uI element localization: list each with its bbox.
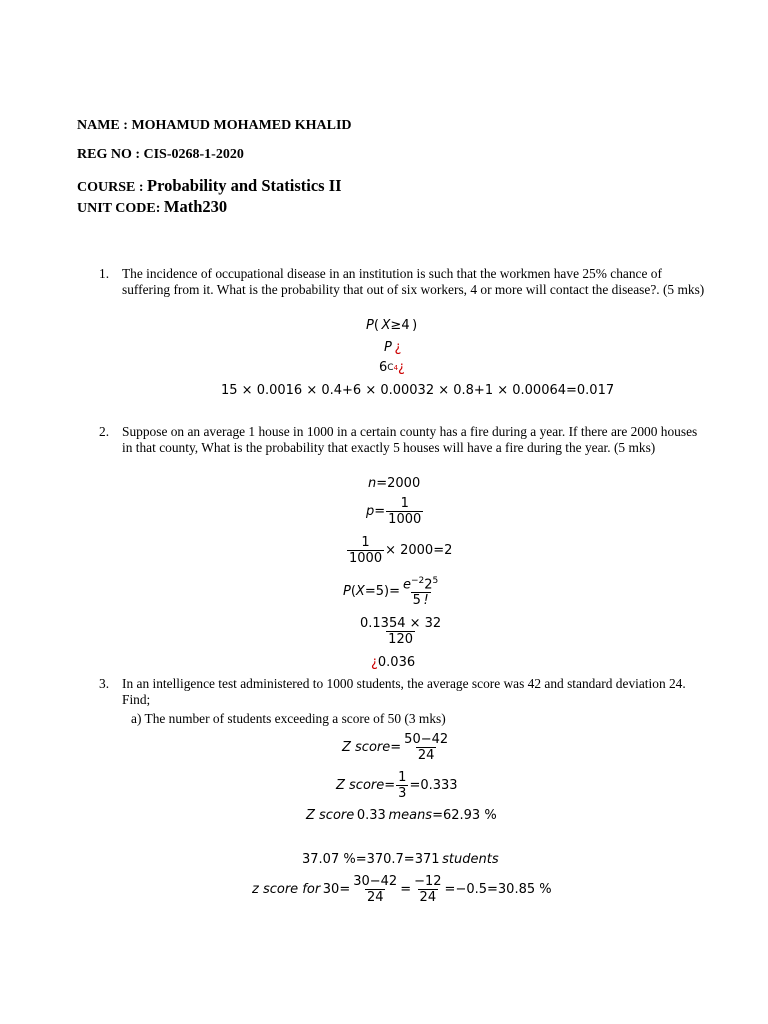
q1-eq-1: P ( X ≥4 ) bbox=[366, 318, 418, 333]
q2-eq-calc: $\frac{0.1354 \times 32}{120}$ bbox=[360, 616, 442, 647]
name-label: NAME : bbox=[77, 118, 132, 133]
course-name: Probability and Statistics II bbox=[147, 176, 342, 195]
question-text: The incidence of occupational disease in an institution is such that the workmen have 25% chance of suffering from it. What is the probability that out of six workers, 4 or more will contact the disease?. (5 mks) bbox=[122, 266, 705, 297]
unit-code-line bbox=[77, 197, 227, 217]
q2-eq-n: n =2000 bbox=[368, 476, 421, 491]
question-text: In an intelligence test administered to 1000 students, the average score was 42 and standard deviation 24. Find; bbox=[122, 676, 686, 707]
q3-eq-z2: Z score = $\frac{1}{3}$ =0.333 bbox=[336, 770, 458, 801]
course-line bbox=[77, 176, 342, 196]
q1-eq-2: P ¿ bbox=[384, 340, 402, 355]
question-1 bbox=[99, 266, 709, 298]
question-number: 3. bbox=[99, 676, 110, 691]
q3-eq-z1: Z score = $\frac{50-42}{24}$ bbox=[342, 732, 449, 763]
student-name: MOHAMUD MOHAMED KHALID bbox=[131, 118, 352, 133]
q2-eq-answer: ¿ 0.036 bbox=[371, 655, 416, 670]
reg-number: CIS-0268-1-2020 bbox=[143, 147, 244, 162]
course-label: COURSE : bbox=[77, 180, 148, 195]
student-name-line bbox=[77, 118, 352, 134]
q1-eq-3: 6 C 4 ¿ bbox=[379, 360, 405, 375]
unit-code: Math230 bbox=[163, 197, 228, 216]
q3-eq-z3: Z score 0.33 means =62.93 % bbox=[306, 808, 497, 823]
q2-eq-p: p = $\frac{1}{1000}$ bbox=[366, 496, 422, 527]
question-number: 2. bbox=[99, 424, 110, 439]
question-2 bbox=[99, 424, 709, 456]
question-3a: a) The number of students exceeding a score of 50 (3 mks) bbox=[131, 711, 446, 726]
q3-eq-z5: z score for 30= $\frac{30-42}{24}$ = $\frac{-12}{24}$ =−0.5=30.85 % bbox=[252, 874, 552, 905]
question-3 bbox=[99, 676, 709, 708]
question-number: 1. bbox=[99, 266, 110, 281]
unit-label: UNIT CODE: bbox=[77, 201, 164, 216]
reg-no-line bbox=[77, 147, 244, 163]
reg-label: REG NO : bbox=[77, 147, 144, 162]
q2-eq-poisson: P ( X =5)= $\frac{e^{-2}2^5}{5 !}$ bbox=[343, 576, 439, 609]
q2-eq-lambda: $\frac{1}{1000}$ × 2000=2 bbox=[349, 535, 453, 566]
q1-eq-4: 15 × 0.0016 × 0.4+6 × 0.00032 × 0.8+1 × 0.00064=0.017 bbox=[221, 383, 615, 398]
question-text: Suppose on an average 1 house in 1000 in a certain county has a fire during a year. If there are 2000 houses in that county, What is the probability that exactly 5 houses will have a fire during the year. (5 mks) bbox=[122, 424, 698, 455]
q3-eq-pct: 37.07 %=370.7=371 students bbox=[302, 852, 499, 867]
